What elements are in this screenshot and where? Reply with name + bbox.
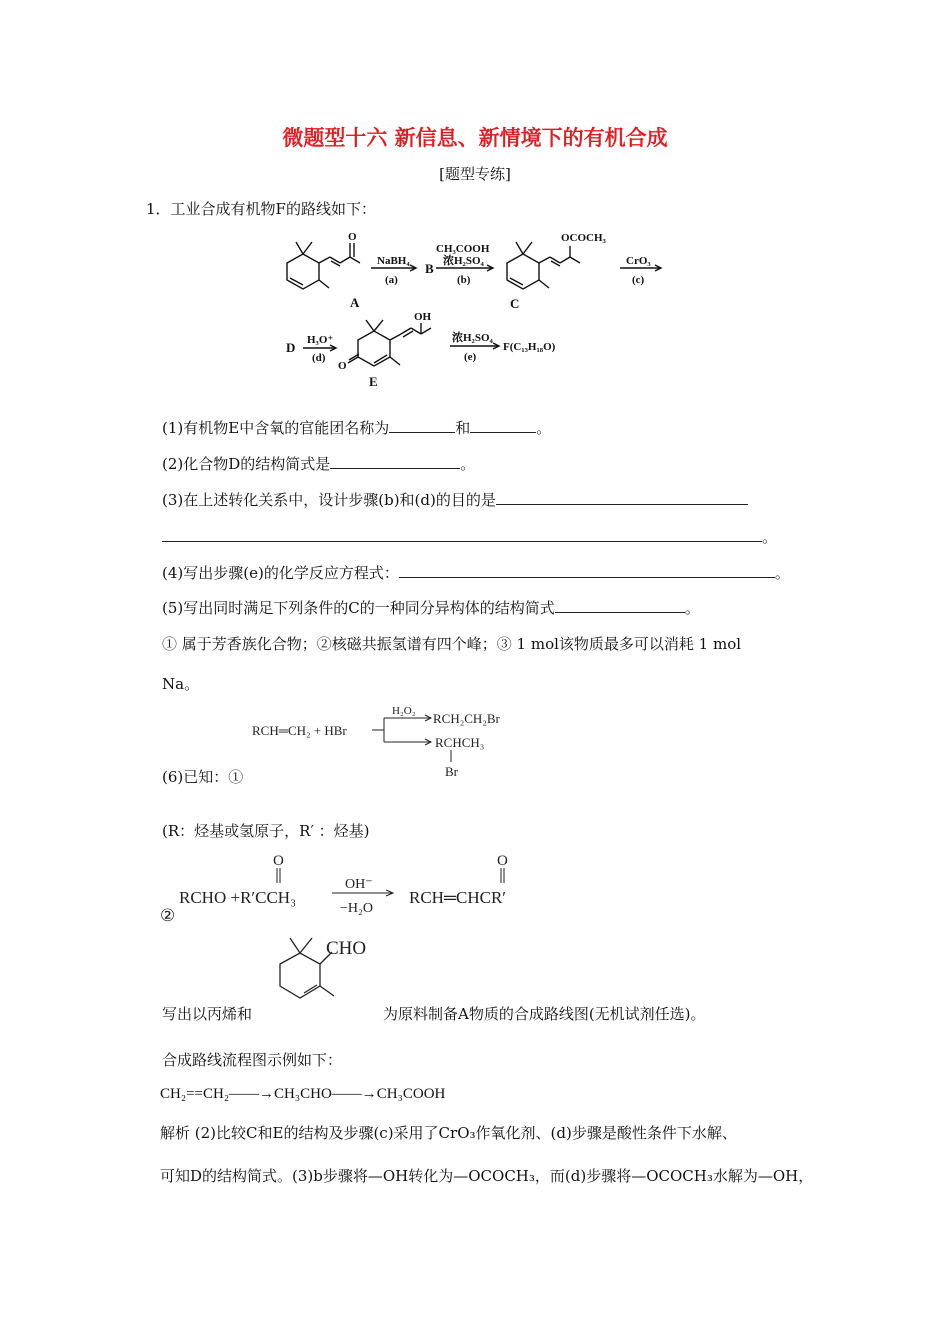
- compound-d-label: D: [286, 340, 296, 355]
- question-1-4: [162, 562, 790, 583]
- r1-product-1: RCH₂CH₂Br: [433, 711, 500, 726]
- known-note: (R：烃基或氢原子，R′ ：烃基): [162, 822, 370, 840]
- analysis-line-2: 可知D的结构简式。(3)b步骤将—OH转化为—OCOCH₃，而(d)步骤将—OCOCH₃水解为—OH，: [160, 1167, 814, 1185]
- r2-carbonyl-o-left: O: [273, 853, 284, 869]
- reagent-nabh4: NaBH₄: [377, 255, 410, 267]
- aldehyde-structure-svg: [262, 928, 382, 1020]
- r2-condition-bottom: −H₂O: [340, 901, 373, 916]
- q1-2-text-b: 。: [460, 455, 476, 473]
- cho-label: CHO: [326, 938, 367, 959]
- step-e-label: (e): [464, 351, 477, 363]
- r1-product-2-br: Br: [445, 764, 458, 779]
- q1-4-text-b: 。: [774, 564, 790, 582]
- task-text-b: 为原料制备A物质的合成路线图(无机试剂任选)。: [383, 1005, 706, 1023]
- example-route: CH₂==CH₂——→CH₃CHO——→CH₃COOH: [160, 1086, 446, 1102]
- aldehyde-structure: [262, 928, 382, 1024]
- reagent-cro3: CrO₃: [626, 255, 651, 267]
- compound-b-label: B: [425, 261, 434, 276]
- reagent-h2so4-b: 浓H₂SO₄: [443, 255, 484, 267]
- r2-carbonyl-o-right: O: [497, 853, 508, 869]
- r1-condition: H₂O₂: [392, 705, 416, 717]
- answer-blank-3a[interactable]: [496, 490, 748, 505]
- reagent-h2so4-e: 浓H₂SO₄: [452, 332, 493, 344]
- marker-2: ②: [160, 906, 176, 925]
- answer-blank-3b[interactable]: [162, 527, 762, 542]
- reagent-h3o: H₃O⁺: [307, 334, 334, 346]
- label-carbonyl-o: O: [348, 231, 357, 243]
- step-c-label: (c): [632, 274, 645, 286]
- q1-1-text-c: 。: [536, 419, 552, 437]
- q1-5-conditions-cont: Na。: [162, 675, 200, 693]
- example-title: 合成路线流程图示例如下：: [162, 1051, 343, 1069]
- r1-product-2: RCHCH₃: [435, 735, 485, 750]
- answer-blank-5[interactable]: [555, 598, 685, 613]
- question-1-1: [162, 417, 551, 438]
- analysis-line-1: 解析 (2)比较C和E的结构及步骤(c)采用了CrO₃作氧化剂、(d)步骤是酸性条件下水解、: [160, 1124, 737, 1142]
- known-prefix: (6)已知：①: [162, 768, 244, 786]
- question-1-intro: 1．工业合成有机物F的路线如下：: [146, 200, 376, 218]
- answer-blank-1b[interactable]: [470, 418, 536, 433]
- question-1-3: [162, 489, 748, 510]
- step-a-label: (a): [385, 274, 398, 286]
- known-reaction-2: [160, 846, 540, 930]
- answer-blank-4[interactable]: [399, 563, 775, 578]
- q1-1-text-a: (1)有机物E中含氧的官能团名称为: [162, 419, 390, 437]
- answer-blank-2[interactable]: [330, 454, 460, 469]
- q1-1-text-b: 和: [455, 419, 471, 437]
- r2-product: RCH═CHCR′: [409, 888, 507, 907]
- known-reaction-2-svg: [160, 846, 540, 926]
- section-subtitle: [题型专练]: [439, 165, 511, 183]
- q1-3-end: 。: [762, 528, 778, 546]
- question-1-5: [162, 597, 700, 618]
- page-title: 微题型十六 新信息、新情境下的有机合成: [282, 126, 668, 150]
- label-oh: OH: [414, 311, 432, 323]
- answer-blank-1a[interactable]: [389, 418, 455, 433]
- r1-reactants: RCH═CH₂ + HBr: [252, 723, 347, 738]
- compound-c-label: C: [510, 296, 520, 311]
- known-reaction-1: [250, 702, 530, 786]
- q1-5-text-a: (5)写出同时满足下列条件的C的一种同分异构体的结构简式: [162, 599, 555, 617]
- compound-e-label: E: [369, 374, 378, 389]
- step-b-label: (b): [457, 274, 471, 286]
- question-1-2: [162, 453, 475, 474]
- known-reaction-1-svg: [250, 702, 530, 782]
- q1-3-text: (3)在上述转化关系中，设计步骤(b)和(d)的目的是: [162, 491, 496, 509]
- q1-2-text-a: (2)化合物D的结构简式是: [162, 455, 331, 473]
- compound-f-label: F(C₁₃H₁₈O): [503, 341, 556, 353]
- label-ketone-o: O: [338, 360, 347, 372]
- synthesis-scheme: [270, 228, 690, 397]
- label-ococh3: OCOCH₃: [561, 232, 606, 244]
- reagent-acetic-acid: CH₃COOH: [436, 243, 490, 255]
- r2-condition-top: OH⁻: [345, 877, 373, 892]
- compound-a-label: A: [350, 295, 360, 310]
- question-1-3-cont: [162, 526, 777, 547]
- q1-5-text-b: 。: [684, 599, 700, 617]
- synthesis-scheme-svg: [270, 228, 690, 393]
- step-d-label: (d): [312, 352, 326, 364]
- r2-reactants: RCHO +R′CCH₃: [179, 888, 297, 907]
- q1-5-conditions: ① 属于芳香族化合物；②核磁共振氢谱有四个峰；③ 1 mol该物质最多可以消耗 1 mol: [162, 635, 742, 653]
- q1-4-text-a: (4)写出步骤(e)的化学反应方程式：: [162, 564, 399, 582]
- task-text-a: 写出以丙烯和: [162, 1005, 253, 1023]
